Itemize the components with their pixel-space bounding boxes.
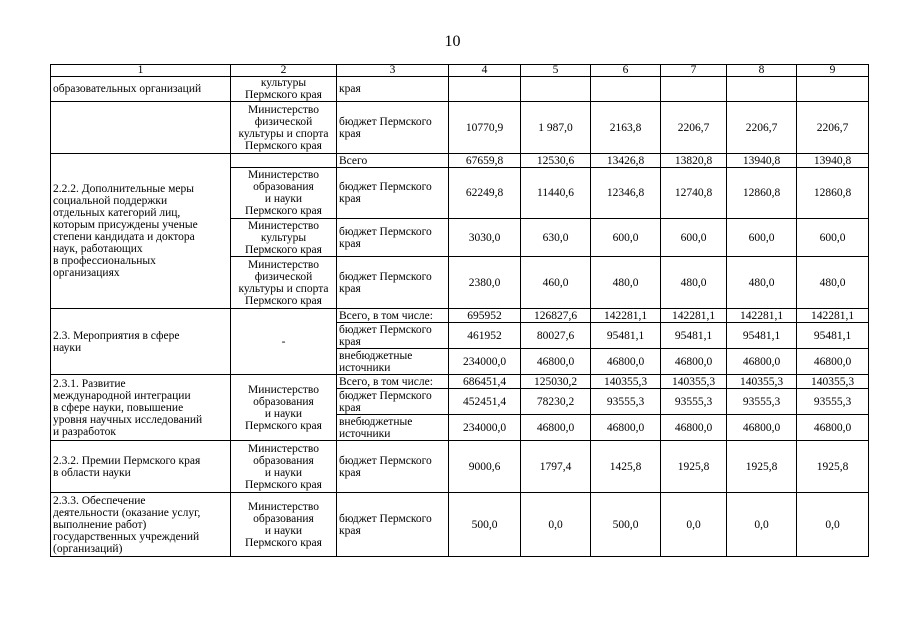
- value-cell: 2206,7: [727, 102, 797, 154]
- value-cell: 140355,3: [797, 375, 869, 389]
- value-cell: 93555,3: [727, 389, 797, 415]
- value-cell: 1925,8: [661, 441, 727, 493]
- value-cell: 452451,4: [449, 389, 521, 415]
- value-cell: 2206,7: [797, 102, 869, 154]
- value-cell: 93555,3: [797, 389, 869, 415]
- value-cell: 13940,8: [727, 154, 797, 168]
- value-cell: 686451,4: [449, 375, 521, 389]
- executor-cell: Министерство культуры Пермского края: [231, 219, 337, 257]
- executor-cell: -: [231, 309, 337, 375]
- column-header: 8: [727, 65, 797, 77]
- activity-name-cell: 2.2.2. Дополнительные меры социальной поддержки отдельных категорий лиц, которым присуждены ученые степени кандидата и доктора наук, работающих в профессиональных организациях: [51, 154, 231, 309]
- executor-cell: Министерство образования и науки Пермского края: [231, 441, 337, 493]
- executor-cell: Министерство физической культуры и спорта Пермского края: [231, 257, 337, 309]
- funding-source-cell: бюджет Пермского края: [337, 168, 449, 219]
- table-row: [51, 375, 869, 389]
- value-cell: 46800,0: [797, 349, 869, 375]
- value-cell: 600,0: [591, 219, 661, 257]
- value-cell: 12740,8: [661, 168, 727, 219]
- activity-name-cell: 2.3.3. Обеспечение деятельности (оказание услуг, выполнение работ) государственных учреждений (организаций): [51, 493, 231, 557]
- column-header: 2: [231, 65, 337, 77]
- value-cell: 13940,8: [797, 154, 869, 168]
- value-cell: 600,0: [727, 219, 797, 257]
- value-cell: 142281,1: [591, 309, 661, 323]
- funding-source-cell: Всего, в том числе:: [337, 375, 449, 389]
- value-cell: 12860,8: [797, 168, 869, 219]
- funding-source-cell: внебюджетные источники: [337, 415, 449, 441]
- value-cell: 12530,6: [521, 154, 591, 168]
- value-cell: 12346,8: [591, 168, 661, 219]
- column-header: 5: [521, 65, 591, 77]
- funding-source-cell: Всего, в том числе:: [337, 309, 449, 323]
- value-cell: 2163,8: [591, 102, 661, 154]
- activity-name-cell: 2.3. Мероприятия в сфере науки: [51, 309, 231, 375]
- funding-source-cell: края: [337, 77, 449, 102]
- value-cell: 140355,3: [727, 375, 797, 389]
- value-cell: 2206,7: [661, 102, 727, 154]
- value-cell: 480,0: [591, 257, 661, 309]
- value-cell: 9000,6: [449, 441, 521, 493]
- program-budget-table: [50, 64, 869, 557]
- value-cell: [797, 77, 869, 102]
- value-cell: 93555,3: [661, 389, 727, 415]
- funding-source-cell: внебюджетные источники: [337, 349, 449, 375]
- activity-name-cell: [51, 102, 231, 154]
- value-cell: 0,0: [727, 493, 797, 557]
- value-cell: 1 987,0: [521, 102, 591, 154]
- value-cell: 142281,1: [661, 309, 727, 323]
- value-cell: 1797,4: [521, 441, 591, 493]
- value-cell: 67659,8: [449, 154, 521, 168]
- activity-name-cell: 2.3.1. Развитие международной интеграции в сфере науки, повышение уровня научных исследований и разработок: [51, 375, 231, 441]
- value-cell: 140355,3: [591, 375, 661, 389]
- value-cell: 0,0: [661, 493, 727, 557]
- column-header: 7: [661, 65, 727, 77]
- value-cell: 1925,8: [797, 441, 869, 493]
- executor-cell: Министерство физической культуры и спорта Пермского края: [231, 102, 337, 154]
- value-cell: 695952: [449, 309, 521, 323]
- executor-cell: Министерство образования и науки Пермского края: [231, 493, 337, 557]
- value-cell: 460,0: [521, 257, 591, 309]
- value-cell: 13426,8: [591, 154, 661, 168]
- value-cell: [661, 77, 727, 102]
- value-cell: 500,0: [591, 493, 661, 557]
- funding-source-cell: Всего: [337, 154, 449, 168]
- funding-source-cell: бюджет Пермского края: [337, 102, 449, 154]
- value-cell: 78230,2: [521, 389, 591, 415]
- executor-cell: Министерство образования и науки Пермского края: [231, 168, 337, 219]
- column-header: 4: [449, 65, 521, 77]
- value-cell: 95481,1: [591, 323, 661, 349]
- value-cell: 140355,3: [661, 375, 727, 389]
- value-cell: 46800,0: [591, 415, 661, 441]
- funding-source-cell: бюджет Пермского края: [337, 323, 449, 349]
- funding-source-cell: бюджет Пермского края: [337, 389, 449, 415]
- value-cell: 234000,0: [449, 415, 521, 441]
- value-cell: 234000,0: [449, 349, 521, 375]
- table-row: [51, 102, 869, 154]
- value-cell: 0,0: [521, 493, 591, 557]
- value-cell: 11440,6: [521, 168, 591, 219]
- value-cell: 2380,0: [449, 257, 521, 309]
- value-cell: 461952: [449, 323, 521, 349]
- value-cell: 10770,9: [449, 102, 521, 154]
- value-cell: 46800,0: [591, 349, 661, 375]
- value-cell: 480,0: [797, 257, 869, 309]
- value-cell: [727, 77, 797, 102]
- value-cell: 500,0: [449, 493, 521, 557]
- column-header: 9: [797, 65, 869, 77]
- activity-name-cell: образовательных организаций: [51, 77, 231, 102]
- table-row: [51, 154, 869, 168]
- value-cell: 0,0: [797, 493, 869, 557]
- executor-cell: [231, 154, 337, 168]
- value-cell: 46800,0: [521, 349, 591, 375]
- value-cell: [521, 77, 591, 102]
- funding-source-cell: бюджет Пермского края: [337, 493, 449, 557]
- value-cell: 126827,6: [521, 309, 591, 323]
- value-cell: 142281,1: [727, 309, 797, 323]
- value-cell: 95481,1: [661, 323, 727, 349]
- column-header: 3: [337, 65, 449, 77]
- value-cell: 480,0: [727, 257, 797, 309]
- value-cell: 46800,0: [727, 349, 797, 375]
- value-cell: 480,0: [661, 257, 727, 309]
- value-cell: 62249,8: [449, 168, 521, 219]
- value-cell: 95481,1: [727, 323, 797, 349]
- table-row: [51, 441, 869, 493]
- value-cell: 46800,0: [661, 349, 727, 375]
- value-cell: 46800,0: [661, 415, 727, 441]
- table-row: [51, 309, 869, 323]
- value-cell: 142281,1: [797, 309, 869, 323]
- table-row: [51, 77, 869, 102]
- funding-source-cell: бюджет Пермского края: [337, 219, 449, 257]
- value-cell: 95481,1: [797, 323, 869, 349]
- value-cell: 600,0: [797, 219, 869, 257]
- value-cell: 93555,3: [591, 389, 661, 415]
- column-header: 6: [591, 65, 661, 77]
- table-row: [51, 493, 869, 557]
- value-cell: [449, 77, 521, 102]
- funding-source-cell: бюджет Пермского края: [337, 441, 449, 493]
- funding-source-cell: бюджет Пермского края: [337, 257, 449, 309]
- value-cell: 46800,0: [797, 415, 869, 441]
- column-number-header-row: [51, 65, 869, 77]
- column-header: 1: [51, 65, 231, 77]
- activity-name-cell: 2.3.2. Премии Пермского края в области науки: [51, 441, 231, 493]
- value-cell: 600,0: [661, 219, 727, 257]
- value-cell: 1425,8: [591, 441, 661, 493]
- value-cell: 80027,6: [521, 323, 591, 349]
- executor-cell: культуры Пермского края: [231, 77, 337, 102]
- value-cell: 1925,8: [727, 441, 797, 493]
- value-cell: 125030,2: [521, 375, 591, 389]
- value-cell: 13820,8: [661, 154, 727, 168]
- executor-cell: Министерство образования и науки Пермского края: [231, 375, 337, 441]
- value-cell: 46800,0: [521, 415, 591, 441]
- page-number: 10: [444, 33, 461, 50]
- value-cell: 12860,8: [727, 168, 797, 219]
- value-cell: 3030,0: [449, 219, 521, 257]
- value-cell: 630,0: [521, 219, 591, 257]
- value-cell: 46800,0: [727, 415, 797, 441]
- value-cell: [591, 77, 661, 102]
